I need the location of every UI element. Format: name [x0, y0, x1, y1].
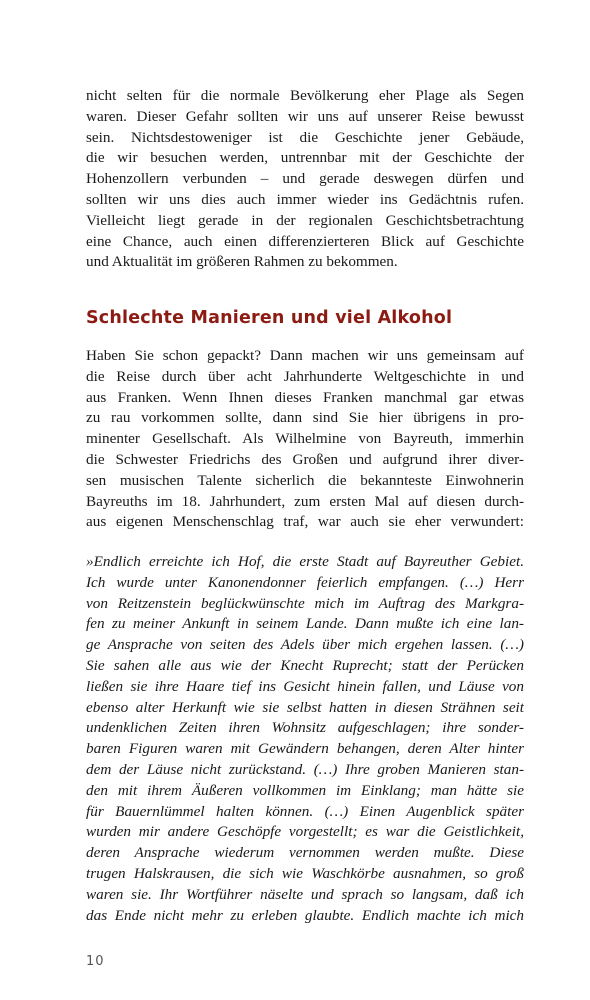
text-line: die Reise durch über acht Jahrhunderte Weltgeschichte in und — [86, 367, 524, 385]
paragraph-intro — [86, 86, 524, 273]
block-quote — [86, 552, 524, 926]
text-line: minenter Gesellschaft. Als Wilhelmine von Bayreuth, immerhin — [86, 430, 524, 448]
text-line: Hohenzollern verbunden – und gerade deswegen dürfen und — [86, 170, 524, 188]
paragraph-main — [86, 346, 524, 533]
text-line: zu rau vorkommen sollte, dann sind Sie hier übrigens in pro- — [86, 409, 524, 427]
text-line: sollten wir uns dies auch immer wieder ins Gedächtnis rufen. — [86, 190, 524, 208]
quote-line: von Reitzenstein beglückwünschte mich im Auftrag des Markgra- — [86, 594, 524, 612]
quote-line: ebenso alter Herkunft wie sie selbst hatten in diesen Strähnen seit — [86, 698, 524, 716]
text-line: sein. Nichtsdestoweniger ist die Geschichte jener Gebäude, — [86, 128, 524, 146]
text-line: Vielleicht liegt gerade in der regionalen Geschichtsbetrachtung — [86, 211, 524, 229]
page-number: 10 — [86, 954, 105, 969]
quote-line: ließen sie ihre Haare tief ins Gesicht hinein fallen, und Läuse von — [86, 677, 524, 695]
text-line: Haben Sie schon gepackt? Dann machen wir uns gemeinsam auf — [86, 347, 524, 364]
text-line: und Aktualität im größeren Rahmen zu bekommen. — [86, 253, 398, 271]
quote-line: den mit ihrem Äußeren vollkommen im Einklang; man hätte sie — [86, 781, 524, 799]
quote-line: Sie sahen alle aus wie der Knecht Ruprecht; statt der Perücken — [86, 656, 524, 674]
quote-line: fen zu meiner Ankunft in seinem Lande. Dann mußte ich eine lan- — [86, 615, 524, 633]
quote-line: baren Figuren waren mit Gewändern behangen, deren Alter hinter — [86, 740, 524, 758]
quote-line: Ich wurde unter Kanonendonner feierlich empfangen. (…) Herr — [86, 573, 524, 591]
quote-line: undenklichen Zeiten ihren Wohnsitz aufgeschlagen; ihre sonder- — [86, 719, 524, 737]
text-line: Bayreuths im 18. Jahrhundert, zum ersten Mal auf diesen durch- — [86, 492, 524, 510]
text-line: waren. Dieser Gefahr sollten wir uns auf unserer Reise bewusst — [86, 107, 524, 125]
quote-line: »Endlich erreichte ich Hof, die erste Stadt auf Bayreuther Gebiet. — [86, 553, 524, 570]
text-line: eine Chance, auch einen differenzierteren Blick auf Geschichte — [86, 232, 524, 250]
text-line: die wir besuchen werden, untrennbar mit der Geschichte der — [86, 149, 524, 167]
text-line: aus Franken. Wenn Ihnen dieses Franken manchmal gar etwas — [86, 388, 524, 406]
text-line: nicht selten für die normale Bevölkerung eher Plage als Segen — [86, 87, 524, 104]
text-line: die Schwester Friedrichs des Großen und aufgrund ihrer diver- — [86, 450, 524, 468]
quote-line: ge Ansprache von seiten des Adels über mich ergehen lassen. (…) — [86, 636, 524, 654]
quote-line: trugen Halskrausen, die sich wie Waschkörbe ausnahmen, so groß — [86, 864, 524, 882]
text-line: aus eigenen Menschenschlag traf, war auch sie eher verwundert: — [86, 513, 524, 531]
quote-line: dem der Läuse nicht zurückstand. (…) Ihre groben Manieren stan- — [86, 760, 524, 778]
section-heading: Schlechte Manieren und viel Alkohol — [86, 308, 453, 328]
quote-line: waren sie. Ihr Wortführer näselte und sprach so langsam, daß ich — [86, 885, 524, 903]
quote-line: deren Ansprache wiederum vernommen werden mußte. Diese — [86, 844, 524, 862]
quote-line: wurden mir andere Geschöpfe vorgestellt; es war die Geistlichkeit, — [86, 823, 524, 841]
quote-line: für Bauernlümmel halten können. (…) Einen Augenblick später — [86, 802, 524, 820]
quote-line: das Ende nicht mehr zu erleben glaubte. Endlich machte ich mich — [86, 906, 524, 924]
text-line: sen musischen Talente sicherlich die bekannteste Einwohnerin — [86, 471, 524, 489]
